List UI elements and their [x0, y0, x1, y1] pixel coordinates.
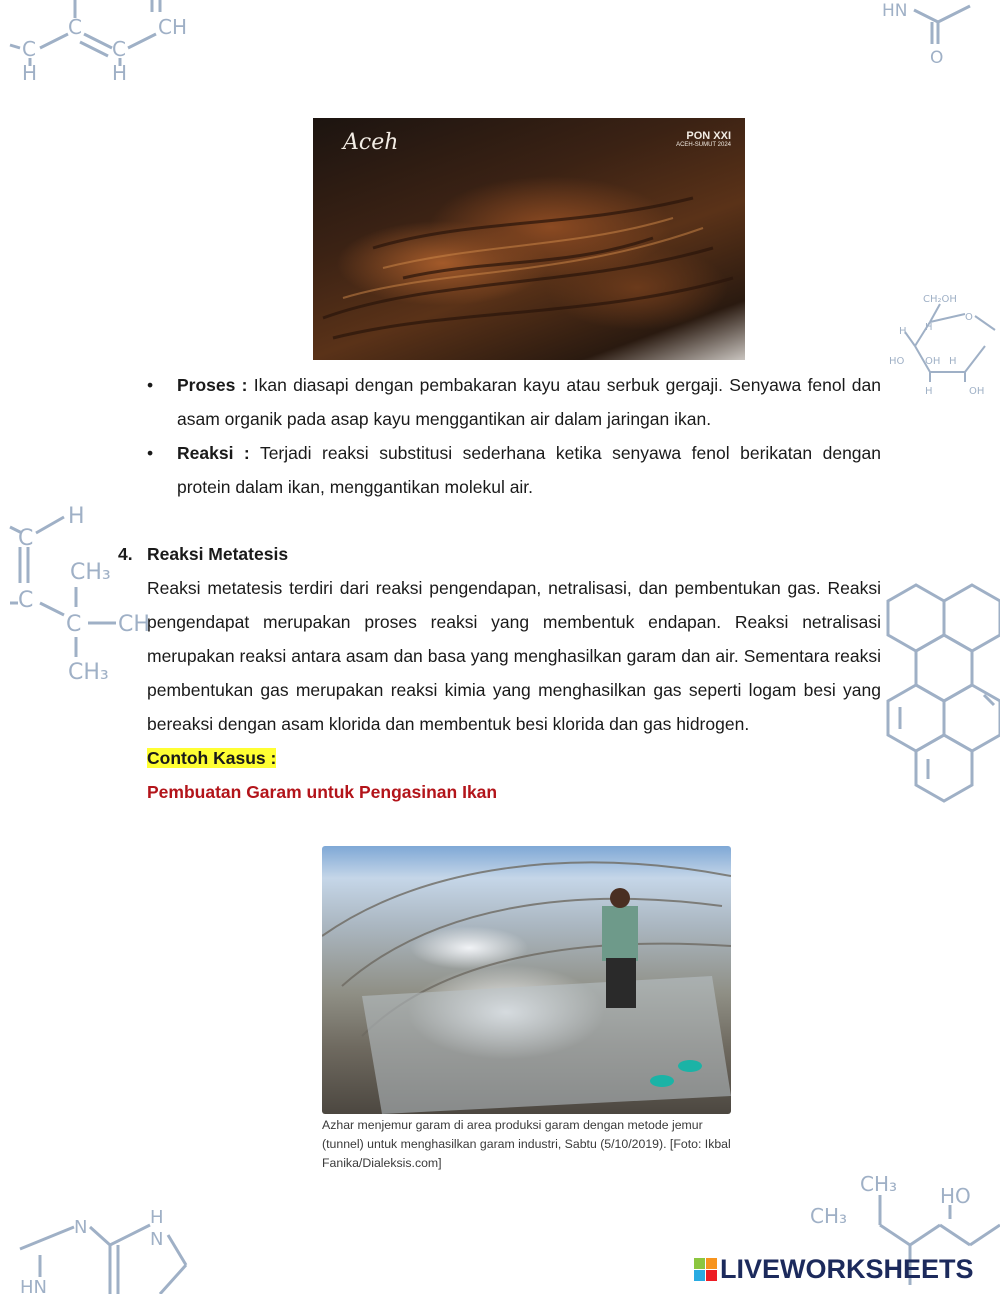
liveworksheets-logo [694, 1253, 974, 1285]
svg-text:H: H [22, 61, 38, 85]
smoked-fish-photo [313, 118, 745, 360]
molecule-decoration-bottom-left [0, 1205, 200, 1294]
svg-text:H: H [150, 1207, 164, 1228]
svg-text:C: C [68, 15, 82, 39]
svg-text:C: C [112, 37, 126, 61]
bullet-dot: • [147, 443, 154, 463]
svg-text:HN: HN [20, 1277, 47, 1294]
logo-grid-icon [694, 1258, 717, 1281]
fish-texture-graphic [313, 118, 745, 360]
svg-text:C: C [66, 612, 82, 637]
pon-logo-subtitle: ACEH-SUMUT 2024 [676, 142, 731, 149]
list-item [147, 436, 881, 504]
pon-logo-title: PON XXI [686, 130, 731, 142]
svg-text:HO: HO [940, 1184, 971, 1208]
svg-text:HN: HN [882, 1, 908, 21]
highlighted-label: Contoh Kasus : [147, 748, 277, 768]
svg-text:H: H [925, 322, 933, 333]
logo-square-green [694, 1258, 705, 1269]
svg-text:OH: OH [969, 386, 985, 397]
bullet-label: Reaksi : [177, 443, 250, 463]
svg-text:C: C [18, 588, 34, 613]
section-number: 4. [118, 544, 133, 564]
svg-text:C: C [18, 526, 34, 551]
process-reaction-list [147, 368, 881, 504]
molecule-decoration-right-glucose [885, 290, 1000, 400]
aceh-logo-text: Aceh [343, 130, 399, 155]
photo-caption: Azhar menjemur garam di area produksi garam dengan metode jemur (tunnel) untuk menghasilkan garam industri, Sabtu (5/10/2019). [Foto: Ikbal Fanika/Dialeksis.com] [322, 1118, 731, 1170]
svg-text:CH₃: CH₃ [70, 560, 111, 585]
svg-text:H: H [112, 61, 128, 85]
bullet-text: Ikan diasapi dengan pembakaran kayu atau serbuk gergaji. Senyawa fenol dan asam organik pada asap kayu menggantikan air dalam jaringan ikan. [177, 375, 882, 429]
logo-wordmark: LIVEWORKSHEETS [720, 1253, 974, 1284]
svg-text:C: C [22, 37, 36, 61]
svg-text:OH: OH [925, 356, 941, 367]
svg-text:CH₃: CH₃ [68, 660, 109, 685]
svg-text:CH: CH [158, 15, 188, 39]
svg-text:O: O [930, 48, 944, 68]
svg-text:H: H [925, 386, 933, 397]
pyrene-ring-decoration-right [880, 575, 1000, 825]
bullet-label: Proses : [177, 375, 248, 395]
svg-text:CH: CH [118, 612, 150, 637]
logo-square-red [706, 1270, 717, 1281]
list-item [147, 368, 881, 436]
molecule-decoration-top-left [0, 0, 200, 90]
svg-text:H: H [949, 356, 957, 367]
svg-text:H: H [899, 326, 907, 337]
salt-production-photo [322, 846, 731, 1114]
svg-text:N: N [150, 1229, 164, 1250]
svg-text:H: H [68, 504, 85, 529]
section-paragraph: Reaksi metatesis terdiri dari reaksi pengendapan, netralisasi, dan pembentukan gas. Reaksi pengendapat merupakan proses reaksi yang membentuk endapan. Reaksi netralisasi merupakan reaksi antara asam dan basa yang menghasilkan garam dan air. Sementara reaksi pembentukan gas merupakan reaksi kimia yang menghasilkan gas seperti logam besi yang bereaksi dengan asam klorida dan membentuk besi klorida dan gas hidrogen. [147, 578, 881, 734]
svg-text:CH₃: CH₃ [860, 1172, 898, 1196]
svg-text:N: N [74, 1217, 88, 1238]
bullet-dot: • [147, 375, 154, 395]
case-title: Pembuatan Garam untuk Pengasinan Ikan [147, 782, 498, 802]
svg-text:O: O [965, 312, 973, 323]
svg-text:HO: HO [889, 356, 905, 367]
svg-text:CH₂OH: CH₂OH [923, 294, 957, 305]
example-label [147, 741, 881, 775]
salt-tunnel-graphic [322, 846, 731, 1114]
molecule-decoration-top-right [880, 0, 1000, 70]
section-heading: Reaksi Metatesis [147, 544, 289, 564]
logo-square-blue [694, 1270, 705, 1281]
svg-text:CH₃: CH₃ [810, 1204, 848, 1228]
logo-square-orange [706, 1258, 717, 1269]
section-reaksi-metatesis [118, 537, 881, 809]
bullet-text: Terjadi reaksi substitusi sederhana ketika senyawa fenol berikatan dengan protein dalam ikan, menggantikan molekul air. [177, 443, 881, 497]
